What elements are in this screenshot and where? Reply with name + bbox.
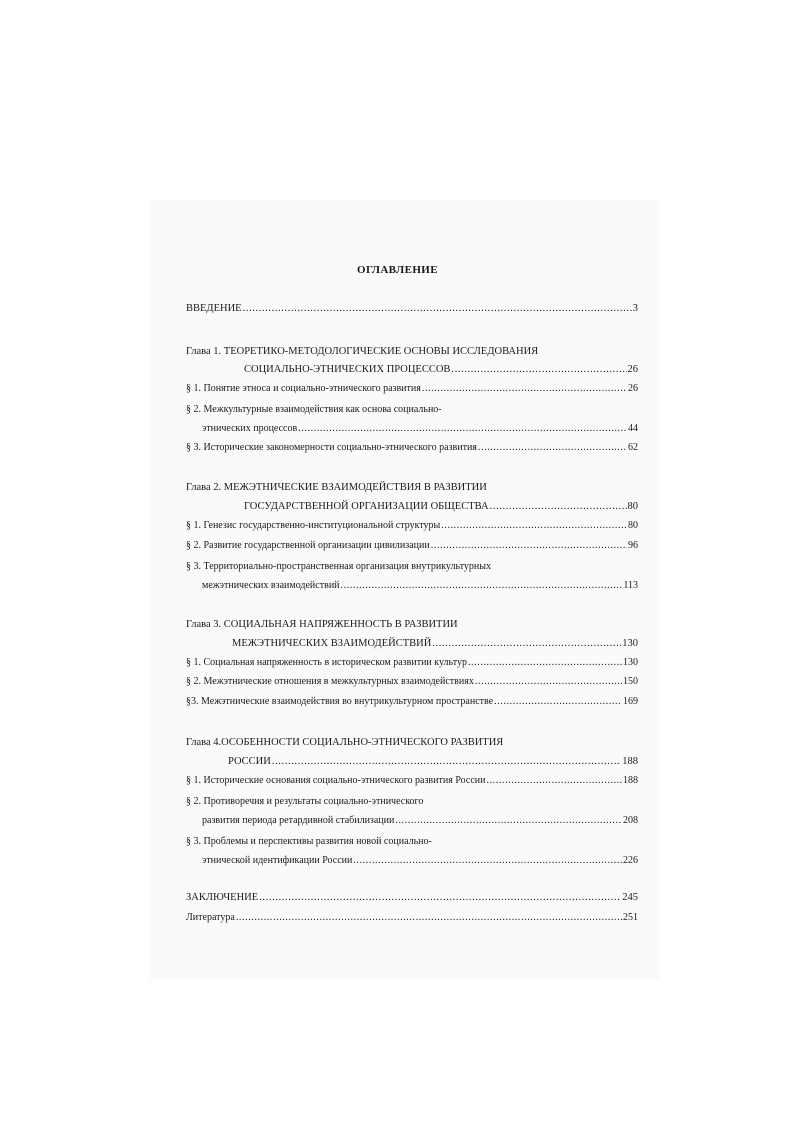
- section-2-3-line1[interactable]: § 3. Территориально-пространственная организация внутрикультурных: [186, 561, 491, 572]
- page-number: 113: [623, 580, 638, 591]
- section-3-2[interactable]: [186, 676, 638, 688]
- toc-entry-conclusion[interactable]: [186, 892, 638, 904]
- dot-leader: [451, 364, 626, 376]
- dot-leader: [475, 676, 622, 688]
- chapter-4-title-line[interactable]: [228, 756, 638, 768]
- page-number: 188: [622, 756, 638, 767]
- toc-title: ОГЛАВЛЕНИЕ: [357, 264, 438, 276]
- section-1-2-line1[interactable]: § 2. Межкультурные взаимодействия как основа социально-: [186, 404, 442, 415]
- section-label-cont: межэтнических взаимодействий: [202, 580, 340, 591]
- entry-label: ВВЕДЕНИЕ: [186, 303, 242, 314]
- dot-leader: [441, 520, 627, 532]
- chapter-3-title-line[interactable]: [232, 638, 638, 650]
- page-number: 80: [627, 501, 638, 512]
- dot-leader: [422, 383, 627, 395]
- section-4-3-line1[interactable]: § 3. Проблемы и перспективы развития новой социально-: [186, 836, 432, 847]
- page-number: 26: [627, 364, 638, 375]
- section-4-1[interactable]: [186, 775, 638, 787]
- toc-entry-literature[interactable]: [186, 912, 638, 924]
- dot-leader: [486, 775, 622, 787]
- page-number: 245: [622, 892, 638, 903]
- section-1-3[interactable]: [186, 442, 638, 454]
- page-number: 3: [632, 303, 638, 314]
- dot-leader: [243, 303, 632, 315]
- dot-leader: [341, 580, 623, 592]
- page-number: 26: [628, 383, 638, 394]
- section-3-3[interactable]: [186, 696, 638, 708]
- section-4-3[interactable]: [202, 855, 638, 867]
- section-label-cont: этнической идентификации России: [202, 855, 353, 866]
- page-number: 130: [623, 657, 638, 668]
- entry-label: Литература: [186, 912, 235, 923]
- section-4-2[interactable]: [202, 815, 638, 827]
- chapter-2-heading[interactable]: Глава 2. МЕЖЭТНИЧЕСКИЕ ВЗАИМОДЕЙСТВИЯ В РАЗВИТИИ: [186, 482, 487, 493]
- chapter-1-title-line[interactable]: [244, 364, 638, 376]
- chapter-3-title-cont: МЕЖЭТНИЧЕСКИХ ВЗАИМОДЕЙСТВИЙ: [232, 638, 432, 649]
- dot-leader: [298, 423, 627, 435]
- section-1-1[interactable]: [186, 383, 638, 395]
- page-number: 150: [623, 676, 638, 687]
- page-number: 80: [628, 520, 638, 531]
- chapter-4-title-cont: РОССИИ: [228, 756, 271, 767]
- dot-leader: [468, 657, 622, 669]
- section-label: § 1. Понятие этноса и социально-этнического развития: [186, 383, 421, 394]
- section-label: § 3. Исторические закономерности социально-этнического развития: [186, 442, 477, 453]
- page-number: 251: [623, 912, 638, 923]
- section-2-1[interactable]: [186, 520, 638, 532]
- section-2-3[interactable]: [202, 580, 638, 592]
- dot-leader: [259, 892, 621, 904]
- page-number: 130: [622, 638, 638, 649]
- section-label-cont: этнических процессов: [202, 423, 298, 434]
- page-number: 188: [623, 775, 638, 786]
- page-number: 44: [628, 423, 638, 434]
- dot-leader: [431, 540, 627, 552]
- section-label-cont: развития периода ретардивной стабилизации: [202, 815, 395, 826]
- section-label: § 1. Социальная напряженность в историческом развитии культур: [186, 657, 467, 668]
- page-number: 208: [623, 815, 638, 826]
- section-2-2[interactable]: [186, 540, 638, 552]
- section-4-2-line1[interactable]: § 2. Противоречия и результаты социально-этнического: [186, 796, 424, 807]
- page-number: 169: [623, 696, 638, 707]
- page-number: 226: [623, 855, 638, 866]
- chapter-3-heading[interactable]: Глава 3. СОЦИАЛЬНАЯ НАПРЯЖЕННОСТЬ В РАЗВИТИИ: [186, 619, 458, 630]
- dot-leader: [490, 501, 627, 513]
- chapter-4-heading[interactable]: Глава 4.ОСОБЕННОСТИ СОЦИАЛЬНО-ЭТНИЧЕСКОГО РАЗВИТИЯ: [186, 737, 504, 748]
- section-label: §3. Межэтнические взаимодействия во внутрикультурном пространстве: [186, 696, 494, 707]
- chapter-2-title-line[interactable]: [244, 501, 638, 513]
- section-1-2[interactable]: [202, 423, 638, 435]
- dot-leader: [236, 912, 622, 924]
- page-number: 62: [628, 442, 638, 453]
- section-label: § 1. Исторические основания социально-этнического развития России: [186, 775, 486, 786]
- dot-leader: [395, 815, 622, 827]
- chapter-1-heading[interactable]: Глава 1. ТЕОРЕТИКО-МЕТОДОЛОГИЧЕСКИЕ ОСНОВЫ ИССЛЕДОВАНИЯ: [186, 346, 539, 357]
- entry-label: ЗАКЛЮЧЕНИЕ: [186, 892, 259, 903]
- page-number: 96: [628, 540, 638, 551]
- dot-leader: [432, 638, 621, 650]
- toc-entry-introduction[interactable]: [186, 303, 638, 315]
- chapter-2-title-cont: ГОСУДАРСТВЕННОЙ ОРГАНИЗАЦИИ ОБЩЕСТВА: [244, 501, 489, 512]
- chapter-1-title-cont: СОЦИАЛЬНО-ЭТНИЧЕСКИХ ПРОЦЕССОВ: [244, 364, 451, 375]
- section-label: § 2. Развитие государственной организации цивилизации: [186, 540, 430, 551]
- dot-leader: [494, 696, 622, 708]
- section-3-1[interactable]: [186, 657, 638, 669]
- section-label: § 1. Генезис государственно-институциональной структуры: [186, 520, 441, 531]
- section-label: § 2. Межэтнические отношения в межкультурных взаимодействиях: [186, 676, 474, 687]
- dot-leader: [478, 442, 627, 454]
- dot-leader: [353, 855, 622, 867]
- dot-leader: [272, 756, 621, 768]
